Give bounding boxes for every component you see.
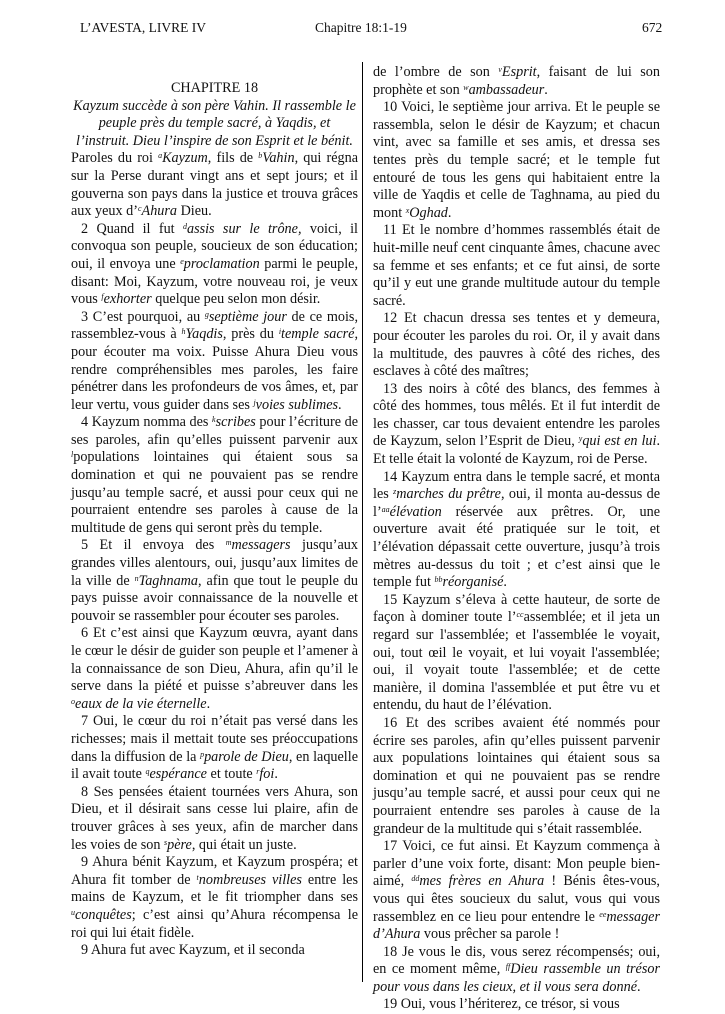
verse-paragraph: 14 Kayzum entra dans le temple sacré, et monta les $^z$marches du prêtre, oui, il monta au-dessus de l’$^{aa}$élévation réservée aux prêtres. Or, une ouverture avait été pratiquée sur le toit, et l’élévation dépassait cette ouverture, jusqu’à trois mètres au-dessus du toit ; et c’est ainsi que le temple fut $^{bb}$réorganisé.: [373, 468, 660, 591]
left-column: [71, 80, 358, 960]
verse-paragraph: 5 Et il envoya des $^m$messagers jusqu’aux grandes villes alentours, oui, jusqu’aux limites de la ville de $^n$Taghnama, afin que tout le peuple du pays puisse avoir connaissance de la nouvelle et pouvoir se rassembler pour écouter ses paroles.: [71, 537, 358, 624]
verse-paragraph: 19 Oui, vous l’hériterez, ce trésor, si vous: [383, 996, 620, 1013]
verse-paragraph: 10 Voici, le septième jour arriva. Et le peuple se rassembla, selon le désir de Kayzum; et chacun vint, avec sa famille et ses amis, et dressa ses tentes près du temple sacré; et le temple fut entouré de tous les gens qui habitaient entre la ville de Yaqdis et celle de Taghnama, au pied du mont $^x$Oghad.: [373, 99, 660, 221]
running-header-book: L’AVESTA, LIVRE IV: [80, 20, 207, 35]
verse-paragraph: 4 Kayzum nomma des $^k$scribes pour l’écriture de ses paroles, afin qu’elles puissent parvenir aux $^l$populations lointaines qui étaient sous sa domination et qui ne pouvaient pas se rendre jusqu’au temple sacré, et aussi pour ceux qui ne pourraient entendre ses paroles à cause de la multitude de gens qui seront près du temple.: [71, 414, 359, 536]
verse-paragraph: 17 Voici, ce fut ainsi. Et Kayzum commença à parler d’une voix forte, disant: Mon peuple bien-aimé, $^{dd}$mes frères en Ahura ! Bénis êtes-vous, vous qui êtes soucieux du salut, vous qui vous rassemblez en ce lieu pour entendre le $^{ee}$messager d’Ahura vous prêcher sa parole !: [373, 838, 660, 943]
verse-paragraph: 16 Et des scribes avaient été nommés pour écrire ses paroles, afin qu’elles puissent parvenir aux populations lointaines qui étaient sous sa domination et qui ne pouvaient pas se rendre jusqu’au temple sacré, et aussi pour ceux qui ne pourraient entendre ses paroles à cause de la grandeur de la multitude qui s’était rassemblée.: [373, 714, 660, 837]
right-column: [373, 64, 660, 1014]
verse-paragraph: Paroles du roi $^a$Kayzum, fils de $^b$Vahin, qui régna sur la Perse durant vingt ans et sept jours; et il gouverna son pays dans la justice et trouva grâces aux yeux d’$^c$Ahura Dieu.: [71, 150, 358, 220]
chapter-summary: Kayzum succède à son père Vahin. Il rassemble le peuple près du temple sacré, à Yaqdis, et l’instruit. Dieu l’inspire de son Esprit et le bénit.: [73, 97, 356, 149]
page-number: 672: [642, 20, 663, 35]
verse-paragraph: 9 Ahura fut avec Kayzum, et il seconda: [81, 942, 305, 959]
verse-paragraph: 7 Oui, le cœur du roi n’était pas versé dans les richesses; mais il mettait toute ses préoccupations dans la diffusion de la $^p$parole de Dieu, en laquelle il avait toute $^q$espérance et toute $^r$foi.: [71, 713, 358, 783]
verse-paragraph: de l’ombre de son $^v$Esprit, faisant de lui son prophète et son $^w$ambassadeur.: [373, 64, 660, 98]
verse-paragraph: 12 Et chacun dressa ses tentes et y demeura, pour écouter les paroles du roi. Or, il y avait dans la multitude, des pauvres à côté des riches, des esclaves à côté des maîtres;: [373, 310, 660, 380]
verse-paragraph: 18 Je vous le dis, vous serez récompensés; oui, en ce moment même, $^{ff}$Dieu rassemble un trésor pour vous dans les cieux, et il vous sera donné.: [373, 943, 660, 995]
verse-paragraph: 3 C’est pourquoi, au $^g$septième jour de ce mois, rassemblez-vous à $^h$Yaqdis, près du $^i$temple sacré, pour écouter ma voix. Puisse Ahura Dieu vous rendre compréhensibles mes paroles, les faire pénétrer dans les profondeurs de vos âmes, et, par leur vertu, vous guider dans ses $^j$voies sublimes.: [71, 308, 358, 413]
verse-paragraph: 15 Kayzum s’éleva à cette hauteur, de sorte de façon à dominer toute l’$^{cc}$assemblée; et il jeta un regard sur l'assemblée; et l'assemblée le voyait, oui, tout œil le voyait, et lui voyait l'assemblée; oui, il voyait toute l'assemblée; et de cette manière, il domina l'assemblée et put être vu et entendu, du haut de l’élévation.: [373, 591, 661, 714]
verse-paragraph: 2 Quand il fut $^d$assis sur le trône, voici, il convoqua son peuple, soucieux de son éducation; oui, il envoya une $^e$proclamation parmi le peuple, disant: Moi, Kayzum, votre nouveau roi, je veux vous $^f$exhorter quelque peu selon mon désir.: [71, 220, 359, 308]
column-divider: [362, 62, 363, 982]
verse-paragraph: 13 des noirs à côté des blancs, des femmes à côté des hommes, tous mêlés. Et il fut interdit de les chasser, car tous devaient entendre les paroles de Kayzum, selon l’Esprit de Dieu, $^y$qui est en lui. Et telle était la volonté de Kayzum, roi de Perse.: [373, 380, 660, 468]
chapter-title: CHAPITRE 18: [170, 80, 259, 96]
verse-paragraph: 9 Ahura bénit Kayzum, et Kayzum prospéra; et Ahura fit tomber de $^t$nombreuses villes entre les mains de Kayzum, et le fit triompher dans ses $^u$conquêtes; c’est ainsi qu’Ahura récompensa le roi qui lui était fidèle.: [71, 854, 358, 941]
verse-paragraph: 8 Ses pensées étaient tournées vers Ahura, son Dieu, et il désirait sans cesse lui plaire, afin de trouver grâces à ses yeux, afin de marcher dans les voies de son $^s$père, qui était un juste.: [71, 783, 358, 853]
verse-paragraph: 6 Et c’est ainsi que Kayzum œuvra, ayant dans le cœur le désir de guider son peuple et l’amener à la connaissance de son Dieu, Ahura, afin qu’il le serve dans la piété et puisse s’abreuver dans les $^o$eaux de la vie éternelle.: [71, 625, 358, 712]
running-header-chapter: Chapitre 18:1-19: [315, 20, 407, 35]
verse-paragraph: 11 Et le nombre d’hommes rassemblés était de huit-mille neuf cent cinquante âmes, chacune avec sa femme et ses enfants; et ce fut ainsi, de sorte qu’il y eut une grande multitude autour du temple sacré.: [373, 222, 660, 309]
